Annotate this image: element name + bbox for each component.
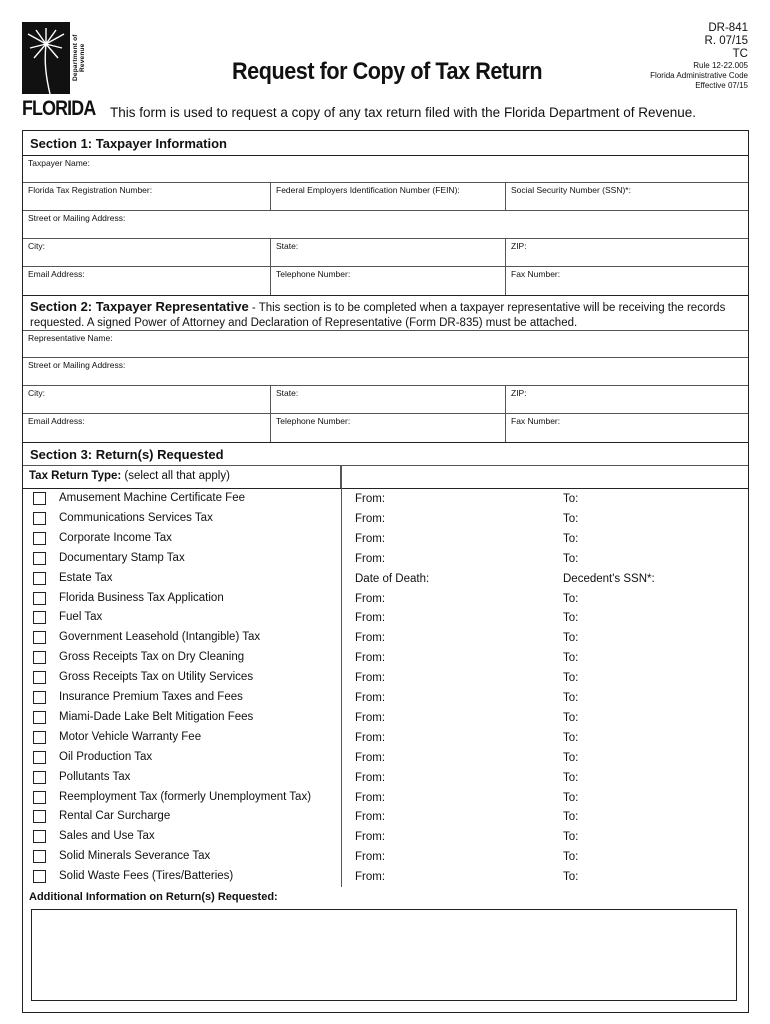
page-title: Request for Copy of Tax Return	[232, 58, 543, 85]
to-field[interactable]: Decedent's SSN*:	[563, 572, 655, 585]
additional-info-textarea[interactable]	[31, 909, 737, 1001]
tax-type-name: Corporate Income Tax	[59, 531, 172, 544]
from-field[interactable]: From:	[355, 493, 386, 505]
from-field[interactable]: From:	[355, 652, 386, 665]
tax-type-label	[23, 466, 341, 488]
email-field[interactable]: Email Address:	[23, 267, 271, 295]
palm-tree-icon	[22, 22, 70, 94]
from-field[interactable]: From:	[355, 811, 386, 824]
rep-state-field[interactable]: State:	[271, 386, 506, 413]
from-field[interactable]: From:	[355, 771, 386, 784]
checkbox[interactable]	[33, 512, 46, 525]
from-field[interactable]: From:	[355, 731, 386, 744]
checkbox[interactable]	[33, 691, 46, 704]
checkbox[interactable]	[33, 711, 46, 724]
tax-type-name: Florida Business Tax Application	[59, 591, 224, 604]
tax-type-name: Sales and Use Tax	[59, 830, 155, 843]
to-field[interactable]: To:	[563, 851, 579, 864]
tax-type-row	[23, 807, 748, 827]
rule: Rule 12-22.005	[693, 61, 748, 70]
tax-type-name: Rental Car Surcharge	[59, 810, 171, 823]
tax-type-row	[23, 549, 748, 569]
checkbox[interactable]	[33, 671, 46, 684]
checkbox[interactable]	[33, 731, 46, 744]
effective-date: Effective 07/15	[695, 81, 748, 90]
tax-type-name: Motor Vehicle Warranty Fee	[59, 730, 202, 743]
checkbox[interactable]	[33, 631, 46, 644]
from-field[interactable]: From:	[355, 831, 386, 844]
checkbox[interactable]	[33, 830, 46, 843]
to-field[interactable]: To:	[563, 612, 579, 625]
tax-type-row	[23, 688, 748, 708]
checkbox[interactable]	[33, 572, 46, 585]
revision: R. 07/15	[704, 35, 748, 47]
from-field[interactable]: From:	[355, 512, 386, 525]
rep-zip-field[interactable]: ZIP:	[511, 388, 527, 398]
admin-code: Florida Administrative Code	[650, 71, 748, 80]
tax-type-row	[23, 628, 748, 648]
tax-type-row	[23, 608, 748, 628]
checkbox[interactable]	[33, 791, 46, 804]
tax-type-row	[23, 728, 748, 748]
rep-address-field[interactable]: Street or Mailing Address:	[28, 360, 126, 370]
section2-description: - This section is to be completed when a taxpayer representative will be receiving the records requested. A signed Power of Attorney and Declaration of Representative (Form DR-835) must be attached.	[30, 302, 726, 329]
from-field[interactable]: From:	[355, 612, 386, 625]
tax-type-hint: (select all that apply)	[121, 470, 230, 482]
to-field[interactable]: To:	[563, 811, 579, 824]
rep-fax-field[interactable]: Fax Number:	[511, 416, 561, 426]
to-field[interactable]: To:	[563, 532, 579, 545]
section1-title: Section 1: Taxpayer Information	[30, 136, 227, 151]
checkbox[interactable]	[33, 611, 46, 624]
checkbox[interactable]	[33, 532, 46, 545]
tax-type-name: Gross Receipts Tax on Utility Services	[59, 671, 254, 684]
tax-type-row	[23, 768, 748, 788]
to-field[interactable]: To:	[563, 592, 579, 605]
fein-field[interactable]: Federal Employers Identification Number (FEIN):	[271, 183, 506, 210]
from-field[interactable]: Date of Death:	[355, 572, 430, 585]
tax-type-name: Fuel Tax	[59, 611, 103, 624]
from-field[interactable]: From:	[355, 851, 386, 864]
checkbox[interactable]	[33, 870, 46, 883]
checkbox[interactable]	[33, 552, 46, 565]
tc-code: TC	[732, 48, 748, 60]
ftrn-field[interactable]: Florida Tax Registration Number:	[23, 183, 271, 210]
from-field[interactable]: From:	[355, 711, 386, 724]
checkbox[interactable]	[33, 492, 46, 505]
request-form	[22, 130, 749, 1013]
to-field[interactable]: To:	[563, 672, 579, 685]
rep-email-field[interactable]: Email Address:	[23, 414, 271, 442]
to-field[interactable]: To:	[563, 692, 579, 704]
tax-type-row	[23, 529, 748, 549]
to-field[interactable]: To:	[563, 711, 579, 724]
to-field[interactable]: To:	[563, 831, 579, 844]
to-field[interactable]: To:	[563, 751, 579, 764]
tax-type-row	[23, 867, 748, 887]
tax-type-row	[23, 648, 748, 668]
to-field[interactable]: To:	[563, 871, 579, 884]
from-field[interactable]: From:	[355, 791, 386, 804]
checkbox[interactable]	[33, 771, 46, 784]
section3-title: Section 3: Return(s) Requested	[30, 447, 224, 462]
phone-field[interactable]: Telephone Number:	[271, 267, 506, 295]
to-field[interactable]: To:	[563, 791, 579, 804]
from-field[interactable]: From:	[355, 692, 386, 704]
checkbox[interactable]	[33, 850, 46, 863]
to-field[interactable]: To:	[563, 552, 579, 565]
additional-info-label: Additional Information on Return(s) Requested:	[29, 891, 278, 903]
from-field[interactable]: From:	[355, 871, 386, 884]
tax-type-row	[23, 847, 748, 867]
section2-header	[23, 296, 748, 330]
address-field[interactable]: Street or Mailing Address:	[28, 213, 126, 223]
tax-type-name: Oil Production Tax	[59, 750, 153, 763]
to-field[interactable]: To:	[563, 512, 579, 525]
rep-name-field[interactable]: Representative Name:	[28, 333, 113, 343]
taxpayer-name-field[interactable]: Taxpayer Name:	[28, 158, 90, 168]
tax-type-row	[23, 509, 748, 529]
to-field[interactable]: To:	[563, 493, 579, 505]
checkbox[interactable]	[33, 651, 46, 664]
tax-type-name: Amusement Machine Certificate Fee	[59, 492, 245, 504]
tax-type-name: Estate Tax	[59, 571, 113, 584]
tax-type-row	[23, 748, 748, 768]
tax-type-heading: Tax Return Type:	[29, 470, 122, 482]
to-field[interactable]: To:	[563, 731, 579, 744]
checkbox[interactable]	[33, 592, 46, 605]
section2-title: Section 2: Taxpayer Representative	[30, 299, 249, 314]
from-field[interactable]: From:	[355, 592, 386, 605]
state-field[interactable]: State:	[271, 239, 506, 266]
from-field[interactable]: From:	[355, 532, 386, 545]
tax-type-name: Reemployment Tax (formerly Unemployment Tax)	[59, 790, 312, 803]
from-field[interactable]: From:	[355, 672, 386, 685]
tax-type-row	[23, 489, 748, 509]
tax-type-row	[23, 708, 748, 728]
tax-type-name: Pollutants Tax	[59, 770, 131, 783]
tax-type-name: Solid Waste Fees (Tires/Batteries)	[59, 870, 234, 883]
form-number: DR-841	[708, 22, 748, 34]
tax-type-row	[23, 589, 748, 609]
florida-dor-logo	[22, 22, 96, 120]
form-meta	[650, 22, 748, 91]
fax-field[interactable]: Fax Number:	[511, 269, 561, 279]
rep-phone-field[interactable]: Telephone Number:	[271, 414, 506, 442]
ssn-field[interactable]: Social Security Number (SSN)*:	[511, 185, 631, 195]
checkbox[interactable]	[33, 751, 46, 764]
tax-type-row	[23, 569, 748, 589]
tax-type-name: Miami-Dade Lake Belt Mitigation Fees	[59, 710, 254, 723]
tax-type-name: Documentary Stamp Tax	[59, 551, 185, 564]
to-field[interactable]: To:	[563, 771, 579, 784]
to-field[interactable]: To:	[563, 632, 579, 645]
tax-type-name: Gross Receipts Tax on Dry Cleaning	[59, 651, 245, 664]
from-field[interactable]: From:	[355, 552, 386, 565]
tax-type-row	[23, 827, 748, 847]
checkbox[interactable]	[33, 810, 46, 823]
tax-type-name: Insurance Premium Taxes and Fees	[59, 691, 243, 703]
zip-field[interactable]: ZIP:	[511, 241, 527, 251]
to-field[interactable]: To:	[563, 652, 579, 665]
logo-subtext: Department of Revenue	[72, 34, 86, 82]
tax-type-name: Government Leasehold (Intangible) Tax	[59, 631, 261, 644]
tax-type-row	[23, 668, 748, 688]
logo-text: FLORIDA	[22, 97, 96, 120]
from-field[interactable]: From:	[355, 632, 386, 645]
from-field[interactable]: From:	[355, 751, 386, 764]
city-field[interactable]: City:	[23, 239, 271, 266]
tax-type-name: Communications Services Tax	[59, 511, 213, 524]
tax-type-row	[23, 788, 748, 808]
intro-text: This form is used to request a copy of any tax return filed with the Florida Department of Revenue.	[110, 105, 697, 120]
rep-city-field[interactable]: City:	[23, 386, 271, 413]
tax-type-name: Solid Minerals Severance Tax	[59, 850, 211, 863]
